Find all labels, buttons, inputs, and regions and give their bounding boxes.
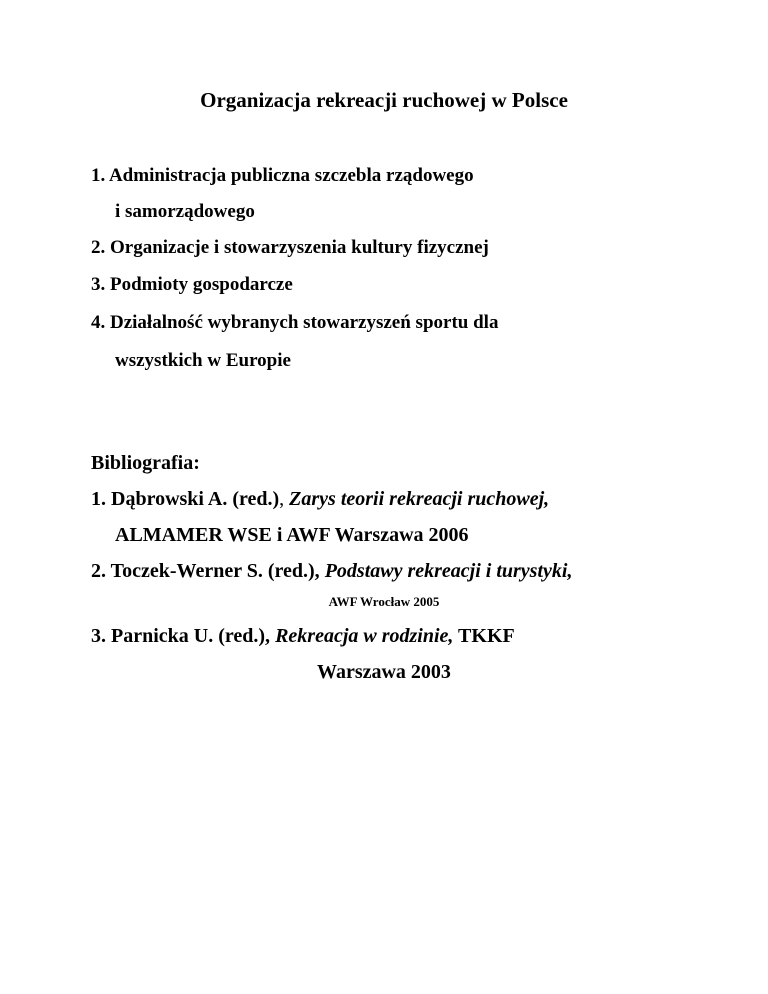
page-title: Organizacja rekreacji ruchowej w Polsce xyxy=(200,88,568,112)
entry-author: 2. Toczek-Werner S. (red.), xyxy=(91,560,325,582)
topic-item-4-continuation: wszystkich w Europie xyxy=(115,350,291,371)
entry-title: Rekreacja w rodzinie, xyxy=(275,625,454,647)
bibliography-entry-1-publisher: ALMAMER WSE i AWF Warszawa 2006 xyxy=(115,524,469,546)
topic-item-1: 1. Administracja publiczna szczebla rządowego xyxy=(91,165,474,186)
entry-author: 3. Parnicka U. (red.), xyxy=(91,625,276,647)
topic-item-4: 4. Działalność wybranych stowarzyszeń sportu dla xyxy=(91,312,499,333)
bibliography-entry-3 xyxy=(91,623,515,649)
topic-item-2: 2. Organizacje i stowarzyszenia kultury fizycznej xyxy=(91,237,489,258)
bibliography-entry-2 xyxy=(91,558,572,584)
entry-title: Zarys teorii rekreacji ruchowej, xyxy=(289,488,550,510)
topic-item-3: 3. Podmioty gospodarcze xyxy=(91,274,293,295)
bibliography-entry-3-publisher: Warszawa 2003 xyxy=(317,661,451,683)
entry-publisher: TKKF xyxy=(453,625,515,647)
entry-separator: , xyxy=(279,488,290,510)
bibliography-entry-1 xyxy=(91,486,549,512)
bibliography-heading: Bibliografia: xyxy=(91,452,200,474)
bibliography-entry-2-publisher: AWF Wrocław 2005 xyxy=(328,594,440,609)
topic-item-1-continuation: i samorządowego xyxy=(115,201,255,222)
entry-author: 1. Dąbrowski A. (red.) xyxy=(91,488,280,510)
entry-title: Podstawy rekreacji i turystyki, xyxy=(324,560,573,582)
